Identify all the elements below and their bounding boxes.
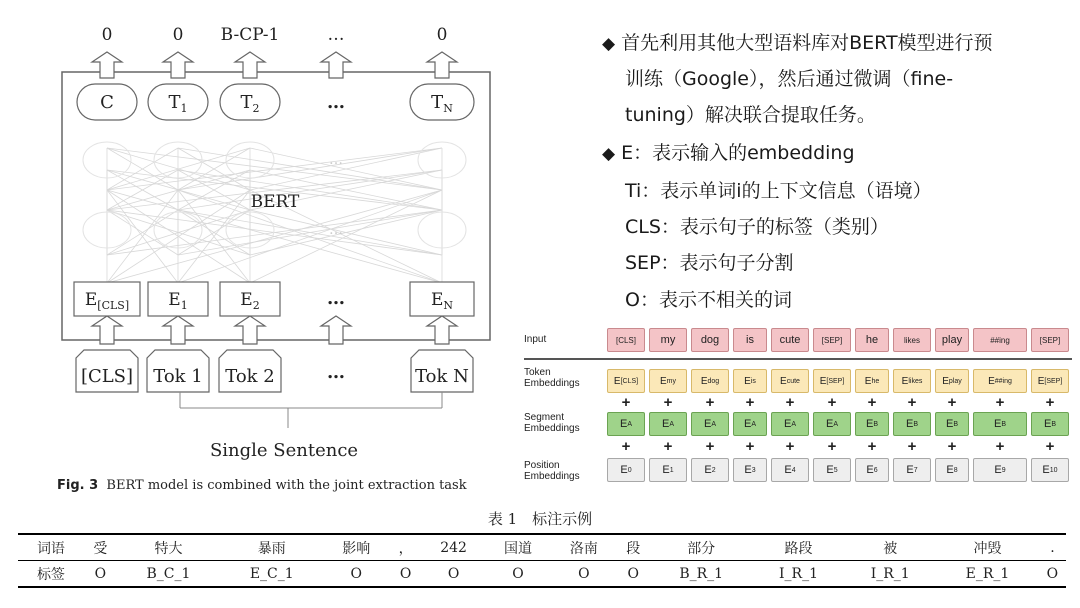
token-cell: E likes xyxy=(893,369,931,393)
input-cell: [SEP] xyxy=(813,328,851,352)
note-line: SEP：表示句子分割 xyxy=(625,252,794,274)
plus-icon: + xyxy=(907,394,917,411)
table-cell: 冲毁 xyxy=(936,534,1039,561)
input-cell: dog xyxy=(691,328,729,352)
input-cell: he xyxy=(855,328,889,352)
note-bullet-2 xyxy=(602,138,855,165)
output-label: 0 xyxy=(436,25,448,45)
pos-cell: E 7 xyxy=(893,458,931,482)
token-cell: E [CLS] xyxy=(607,369,645,393)
output-label: … xyxy=(327,25,345,45)
table-cell: O xyxy=(323,561,389,588)
table-cell: I_R_1 xyxy=(844,561,936,588)
plus-icon: + xyxy=(785,394,795,411)
token-embedding-row xyxy=(607,369,1069,393)
up-arrow-icon xyxy=(163,52,193,78)
ellipsis: … xyxy=(327,92,345,113)
table-cell: 特大 xyxy=(117,534,220,561)
table-cell: 部分 xyxy=(650,534,753,561)
table-cell: 受 xyxy=(84,534,117,561)
table-row xyxy=(18,534,1066,561)
pos-cell: E 9 xyxy=(973,458,1027,482)
ellipsis: … xyxy=(327,362,345,383)
embedding-node-label: $E_N$ xyxy=(430,290,454,312)
plus-icon: + xyxy=(705,394,715,411)
input-token-row xyxy=(607,328,1069,352)
seg-cell: E A xyxy=(691,412,729,436)
seg-cell: E B xyxy=(973,412,1027,436)
up-arrow-icon xyxy=(92,52,122,78)
plus-icon: + xyxy=(705,438,715,455)
plus-icon: + xyxy=(947,394,957,411)
token-cell: E he xyxy=(855,369,889,393)
table-cell: E_C_1 xyxy=(220,561,323,588)
embedding-node-label: $E_{[CLS]}$ xyxy=(84,290,130,312)
output-label: 0 xyxy=(101,25,113,45)
table-cell: B_C_1 xyxy=(117,561,220,588)
table-cell: 标签 xyxy=(18,561,84,588)
input-cell: [SEP] xyxy=(1031,328,1069,352)
pos-cell: E 8 xyxy=(935,458,969,482)
pos-cell: E 6 xyxy=(855,458,889,482)
bert-label: BERT xyxy=(250,192,300,212)
diamond-bullet-icon: ◆ xyxy=(602,34,616,54)
plus-icon: + xyxy=(663,394,673,411)
ellipsis: … xyxy=(327,288,345,309)
seg-cell: E A xyxy=(813,412,851,436)
ellipsis-faint: … xyxy=(329,152,343,168)
token-cell: E play xyxy=(935,369,969,393)
up-arrow-icon xyxy=(235,52,265,78)
plus-icon: + xyxy=(1045,394,1055,411)
plus-icon: + xyxy=(745,438,755,455)
output-node-label: $T_1$ xyxy=(168,92,188,115)
seg-cell: E B xyxy=(935,412,969,436)
token-cell: E is xyxy=(733,369,767,393)
bert-architecture-diagram xyxy=(0,0,505,475)
plus-icon: + xyxy=(827,394,837,411)
table-cell: I_R_1 xyxy=(753,561,845,588)
up-arrow-icon xyxy=(321,52,351,78)
table-cell: 词语 xyxy=(18,534,84,561)
table-cell: 242 xyxy=(422,534,485,561)
table-cell: O xyxy=(485,561,551,588)
attention-connections xyxy=(107,148,442,283)
position-embedding-row xyxy=(607,458,1069,482)
table-cell: 国道 xyxy=(485,534,551,561)
seg-cell: E B xyxy=(893,412,931,436)
token-row-label: Token Embeddings xyxy=(524,367,580,389)
token-label: Tok 2 xyxy=(225,366,275,387)
output-node-label: $T_2$ xyxy=(240,92,260,115)
embedding-node-label: $E_2$ xyxy=(240,290,260,312)
table-cell: 路段 xyxy=(753,534,845,561)
note-line: tuning）解决联合提取任务。 xyxy=(625,104,876,126)
ellipsis-faint: … xyxy=(329,222,343,238)
segment-embedding-row xyxy=(607,412,1069,436)
seg-cell: E A xyxy=(649,412,687,436)
plus-row xyxy=(607,396,1069,410)
plus-icon: + xyxy=(867,438,877,455)
table-row xyxy=(18,561,1066,588)
token-label: [CLS] xyxy=(80,366,134,387)
table-title: 表 1 标注示例 xyxy=(487,510,593,528)
note-line: Ti：表示单词i的上下文信息（语境） xyxy=(625,180,932,202)
input-cell: ##ing xyxy=(973,328,1027,352)
token-cell: E [SEP] xyxy=(1031,369,1069,393)
token-label: Tok 1 xyxy=(153,366,203,387)
pos-cell: E 3 xyxy=(733,458,767,482)
token-cell: E dog xyxy=(691,369,729,393)
figure-caption-text: BERT model is combined with the joint extraction task xyxy=(106,478,467,493)
plus-icon: + xyxy=(1045,438,1055,455)
pos-cell: E 10 xyxy=(1031,458,1069,482)
figure-caption xyxy=(57,478,467,493)
plus-icon: + xyxy=(745,394,755,411)
segment-row-label: Segment Embeddings xyxy=(524,412,580,434)
plus-icon: + xyxy=(947,438,957,455)
table-cell: O xyxy=(84,561,117,588)
token-label: Tok N xyxy=(415,366,469,387)
seg-cell: E B xyxy=(855,412,889,436)
input-cell: [CLS] xyxy=(607,328,645,352)
bert-embeddings-figure xyxy=(520,322,1076,492)
table-cell: 暴雨 xyxy=(220,534,323,561)
annotation-table xyxy=(18,533,1066,588)
note-text: E：表示输入的embedding xyxy=(621,142,855,164)
table-cell: O xyxy=(617,561,650,588)
embedding-node-label: $E_1$ xyxy=(168,290,188,312)
output-node-label: C xyxy=(100,92,114,113)
plus-icon: + xyxy=(867,394,877,411)
table-cell: O xyxy=(551,561,617,588)
input-row-label: Input xyxy=(524,334,547,345)
note-text: 首先利用其他大型语料库对BERT模型进行预 xyxy=(621,32,993,54)
input-cell: is xyxy=(733,328,767,352)
token-cell: E ##ing xyxy=(973,369,1027,393)
input-cell: my xyxy=(649,328,687,352)
figure-number: Fig. 3 xyxy=(57,478,99,493)
table-cell: ， xyxy=(389,534,422,561)
output-label: 0 xyxy=(172,25,184,45)
pos-cell: E 4 xyxy=(771,458,809,482)
output-label: B-CP-1 xyxy=(220,25,280,45)
input-cell: likes xyxy=(893,328,931,352)
pos-cell: E 2 xyxy=(691,458,729,482)
seg-cell: E A xyxy=(733,412,767,436)
plus-icon: + xyxy=(663,438,673,455)
table-cell: O xyxy=(1039,561,1066,588)
seg-cell: E B xyxy=(1031,412,1069,436)
table-cell: O xyxy=(422,561,485,588)
table-cell: O xyxy=(389,561,422,588)
note-line: 训练（Google），然后通过微调（fine- xyxy=(625,68,954,90)
input-cell: cute xyxy=(771,328,809,352)
token-cell: E [SEP] xyxy=(813,369,851,393)
note-bullet-1 xyxy=(602,28,993,55)
table-cell: 段 xyxy=(617,534,650,561)
pos-cell: E 1 xyxy=(649,458,687,482)
diamond-bullet-icon: ◆ xyxy=(602,144,616,164)
plus-icon: + xyxy=(907,438,917,455)
note-line: CLS：表示句子的标签（类别） xyxy=(625,216,889,238)
plus-icon: + xyxy=(995,438,1005,455)
table-cell: E_R_1 xyxy=(936,561,1039,588)
token-cell: E cute xyxy=(771,369,809,393)
output-node-label: $T_N$ xyxy=(431,92,453,115)
table-cell: 洛南 xyxy=(551,534,617,561)
up-arrow-icon xyxy=(427,52,457,78)
plus-icon: + xyxy=(827,438,837,455)
input-label: Single Sentence xyxy=(209,440,359,461)
position-row-label: Position Embeddings xyxy=(524,460,580,482)
plus-icon: + xyxy=(621,438,631,455)
note-line: O：表示不相关的词 xyxy=(625,289,792,311)
plus-icon: + xyxy=(785,438,795,455)
table-cell: B_R_1 xyxy=(650,561,753,588)
divider xyxy=(524,358,1072,360)
pos-cell: E 0 xyxy=(607,458,645,482)
plus-icon: + xyxy=(995,394,1005,411)
seg-cell: E A xyxy=(607,412,645,436)
table-cell: 影响 xyxy=(323,534,389,561)
plus-row xyxy=(607,440,1069,454)
pos-cell: E 5 xyxy=(813,458,851,482)
table-cell: . xyxy=(1039,534,1066,561)
plus-icon: + xyxy=(621,394,631,411)
input-cell: play xyxy=(935,328,969,352)
token-cell: E my xyxy=(649,369,687,393)
table-cell: 被 xyxy=(844,534,936,561)
seg-cell: E A xyxy=(771,412,809,436)
